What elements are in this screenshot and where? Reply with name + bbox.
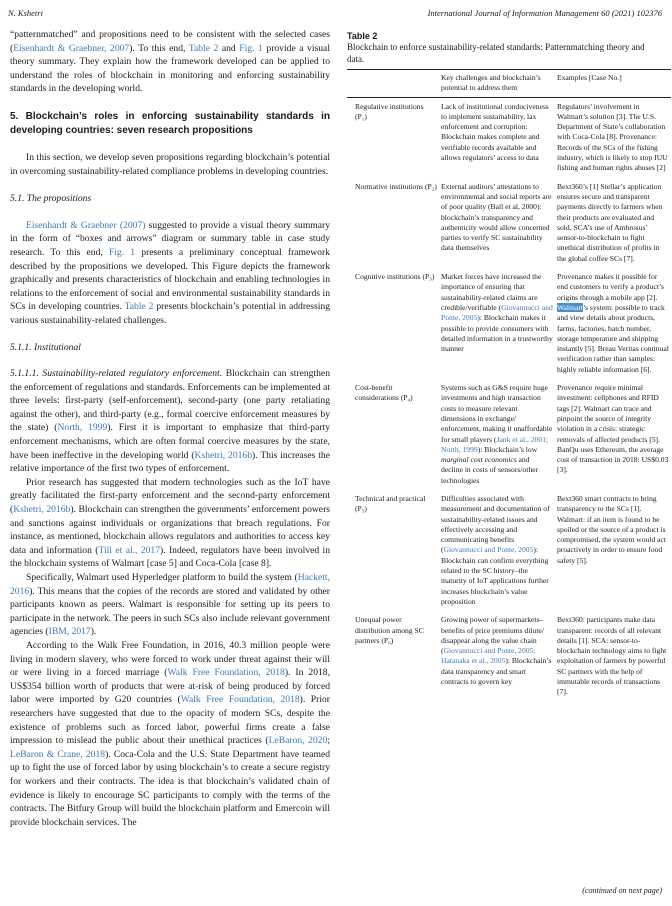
cell-text: ): Blockchain’s low	[477, 444, 538, 454]
text: ). In 2018, US$354 billion worth of products that were at-risk of being produced by forced labor were imported by G20 countries (	[10, 667, 331, 706]
cell-text: Systems such as G&S require huge investments and high transaction costs to measure relevant dimensions in exchange/ enforcement, making it unaffordable for small players (	[441, 383, 553, 444]
table-link[interactable]: Table 2	[124, 301, 154, 313]
pattern-matching-table	[347, 69, 671, 702]
text: presents blockchain’s potential in addressing various sustainability-related challenges.	[10, 301, 330, 326]
paragraph-prior-research	[10, 476, 330, 571]
table-row	[347, 490, 671, 611]
subsection-heading-institutional: 5.1.1. Institutional	[10, 341, 81, 353]
challenge-cell	[439, 611, 555, 701]
row-header-cell: Technical and practical (P₅)	[355, 493, 426, 514]
text: According to the Walk Free Foundation, in 2016, 40.3 million people were living in modern slavery, who were forced to work under threat against their will or were living in a forced marriage (	[10, 639, 330, 679]
text: Blockchain can strengthen the enforcement of regulations and standards. Enforcements can be implemented at three levels: first-party (self-enforcement), second-party (one party retaliating against the other), and third-party (e.g., formal coercive enforcement measures by the state) (	[10, 368, 330, 434]
column-header: Key challenges and blockchain’s potential to address them	[441, 73, 541, 93]
challenge-cell	[439, 490, 555, 611]
figure-link[interactable]: Fig. 1	[108, 246, 136, 258]
paragraph-walk-free	[10, 639, 330, 829]
table-row	[347, 97, 671, 178]
table-caption: Blockchain to enforce sustainability-related standards: Patternmatching theory and data.	[347, 42, 645, 64]
examples-cell	[555, 178, 671, 268]
row-header-cell: Cognitive institutions (P₃)	[355, 272, 435, 282]
cell-text: ): Blockchain’s data transparency and smart contracts to govern key	[441, 656, 552, 687]
text: ). First it is important to emphasize that third-party enforcement mechanisms, which are often formal coercive measures by the state, have been ineffective in the developing world (	[10, 422, 330, 461]
text: Prior research has suggested that modern technologies such as the IoT have greatly facilitated the first-party enforcement and the second-party enforcement (	[10, 476, 330, 516]
table-link[interactable]: Table 2	[188, 42, 219, 54]
citation-link[interactable]: Hackett, 2016	[10, 572, 330, 597]
table-row	[347, 379, 671, 490]
cell-text: Bext360 smart contracts to bring transparency to the SCs [1]. Walmart: if an item is found to be spoiled or the source of a product is compromised, the system would act proactively in order to ensure food safety [5].	[557, 493, 667, 565]
text: Specifically, Walmart used Hyperledger platform to build the system (	[26, 572, 298, 583]
column-header: Examples [Case No.]	[557, 73, 622, 82]
cell-text: Provenance require minimal investment: cellphones and RFID tags [2]. Walmart can trace and pinpoint the source of integrity violation in a crisis: strategic removals of affected products [5]. BanQu uses Ethereum, the average cost of transaction in 2018: US$0.03 [3].	[557, 383, 669, 475]
citation-link[interactable]: Walk Free Foundation, 2018	[180, 694, 300, 706]
citation-link[interactable]: North, 1999	[57, 422, 108, 434]
text: and	[218, 42, 240, 54]
table-body	[347, 97, 671, 702]
challenge-cell	[439, 97, 555, 178]
running-head-journal: International Journal of Information Management 60 (2021) 102376	[427, 8, 662, 18]
citation-link[interactable]: Giovannucci and Ponte, 2005; Hatanaka et al., 2005	[441, 646, 536, 666]
cell-text: Bext360: participants make data transparent: records of all relevant details [1]. SCA: sensor-to-blockchain technology aims to fight exploitation of farmers by powerful SC partners with the help of immutable records of transactions [7].	[557, 615, 667, 697]
paragraph-visual-theory	[10, 219, 330, 328]
table-row	[347, 178, 671, 268]
row-header-cell: Regulative institutions (P₁)	[355, 101, 424, 121]
citation-link[interactable]: Till et al., 2017	[98, 544, 160, 556]
text: ;	[327, 735, 330, 747]
text: ). This means that the copies of the records are stored and validated by other participants known as peers. Walmart is responsible for setting up its peers to participate in the network. The peers in such SCs also include relevant government agencies (	[10, 585, 330, 638]
left-column	[10, 28, 330, 829]
examples-cell	[555, 611, 671, 701]
text: ).	[90, 626, 97, 638]
figure-link[interactable]: Fig. 1	[239, 42, 263, 54]
cell-text: and decline in costs of sensors/other technologies	[441, 455, 539, 485]
citation-link[interactable]: LeBaron, 2020	[268, 735, 328, 747]
emphasis-text: marginal cost economics	[441, 455, 517, 465]
citation-link[interactable]: LeBaron & Crane, 2018	[10, 748, 106, 760]
row-header-cell: Normative institutions (P₂)	[355, 181, 437, 191]
table-row	[347, 268, 671, 379]
cell-text: Difficulties associated with measurement and documentation of sustainability-related issues and effectively accessing and communicating benefits (	[441, 493, 550, 555]
text: ). Coca-Cola and the U.S. State Department have teamed up to fight the use of forced labor by using blockchain’s to create a secure registry for workers and their contracts. The idea is that blockchain’s validated chain of evidence is likely to encourage SC participants to comply with the terms of the contracts. The Bitfury Group will build the blockchain platform and Emercoin will provide blockchain services. The	[10, 748, 331, 828]
cell-text: Lack of institutional conduciveness to implement sustainability, lax enforcement and corruption: Blockchain makes complete and verifiable records available and allows regulators’ access to data	[441, 101, 549, 163]
cell-text: Growing power of supermarkets–benefits of price premiums dilute/ disappear along the value chain (	[441, 615, 544, 656]
paragraph-intro: In this section, we develop seven propositions regarding blockchain’s potential in overcoming sustainability-related compliance problems in developing countries.	[10, 151, 330, 177]
examples-cell	[555, 268, 671, 379]
column-header	[347, 70, 439, 98]
subsection-heading-propositions: 5.1. The propositions	[10, 193, 92, 205]
challenge-cell	[439, 379, 555, 490]
text: ). Prior researchers have suggested that due to the opacity of modern SCs, despite the existence of problems such as forced labor, powerful firms create a false impression to mislead the public about their unethical practices (	[10, 694, 330, 747]
row-header-cell: Unequal power distribution among SC partners (P₆)	[355, 615, 424, 645]
section-heading: 5. Blockchain’s roles in enforcing sustainability standards in developing countries: seven research propositions	[10, 110, 330, 136]
text: presents a preliminary conceptual framework described by the propositions we developed. This Figure depicts the framework graphically and presents characteristics of blockchain and enabling technologies in relations to the enforcement of social and environmental sustainability standards in SCs in developing countries.	[10, 246, 330, 313]
cell-text: Bext360’s [1] Stellar’s application ensures secure and transparent payments directly to farmers when their products are evaluated and sold. SCA’s use of Ambrosus’ sensor-to-blockchain to fight unethical distribution of profits in the global coffee SCs [7].	[557, 181, 663, 263]
challenge-cell	[439, 178, 555, 268]
cell-text: ’s system: possible to track and view details about products, farms, factories, batch number, storage temperature and shipping instantly [5]. Breau Veritas continual verification rather than samples: highly reliable information [6].	[557, 302, 669, 374]
text: “patternmatched” and propositions need to be consistent with the selected cases (	[10, 29, 330, 54]
citation-link[interactable]: Kshetri, 2016b	[194, 449, 253, 461]
examples-cell	[555, 490, 671, 611]
cell-text: Provenance makes it possible for end customers to verify a product’s origins through a mobile app [2].	[557, 272, 664, 302]
cell-text: Regulators’ involvement in Walmart’s solution [3]. The U.S. Department of State’s collaboration with Coca-Cola [8]. Provenance: Records of the SCs of the fishing industry, which is likely to stop IUU fishing and human rights abuses [2]	[557, 101, 668, 173]
text: ). Indeed, regulators have been involved in the blockchain systems of Walmart [case 5] and Coca-Cola [case 8].	[10, 544, 331, 570]
citation-link[interactable]: Jank et al., 2001; North, 1999	[441, 434, 549, 454]
text: suggested to provide a visual theory summary in the form of “boxes and arrows” diagram or summary table in case study research. To this end,	[10, 219, 330, 258]
citation-link[interactable]: Eisenhardt & Graebner, 2007	[13, 42, 130, 54]
cell-text: ): Blockchain can confirm everything related to the SC history–the maturity of IoT applications further increases blockchain’s value proposition	[441, 545, 549, 606]
cell-text: Market forces have increased the importance of ensuring that sustainability-related claims are credible/verifiable (	[441, 272, 542, 312]
cell-text: ): Blockchain makes it possible to provide consumers with detailed information in a trustworthy manner	[441, 313, 553, 354]
paragraph-walmart-hyperledger	[10, 571, 330, 639]
table-header-row	[347, 70, 671, 98]
citation-link[interactable]: Eisenhardt & Graebner (2007)	[26, 219, 146, 231]
text: provide a visual theory summary. They explain how the framework developed can be applied to understand the roles of blockchain in monitoring and enforcing sustainability standards in the developing world.	[10, 42, 330, 95]
table-section	[347, 30, 669, 702]
highlighted-text: Walmart	[557, 302, 583, 312]
citation-link[interactable]: Kshetri, 2016b	[13, 504, 71, 516]
running-head-author: N. Kshetri	[8, 8, 43, 18]
challenge-cell	[439, 268, 555, 379]
paragraph-pattern-matching	[10, 28, 330, 96]
text: ). This increases the relative importance of the first two types of enforcement.	[10, 449, 330, 475]
cell-text: External auditors’ attestations to environmental and social reports are of poor quality (Ball et al, 2000): blockchain’s transparency and authenticity would allow concerned parties to verify SC sustainability data themselves	[441, 181, 552, 253]
citation-link[interactable]: Giovannucci and Ponte, 2005	[443, 545, 534, 555]
subsubsection-heading: 5.1.1.1. Sustainability-related regulatory enforcement.	[10, 368, 223, 380]
citation-link[interactable]: IBM, 2017	[48, 626, 91, 638]
text: ). To this end,	[129, 42, 189, 54]
table-label: Table 2	[347, 31, 378, 41]
paragraph-regulatory-enforcement	[10, 367, 330, 476]
examples-cell	[555, 97, 671, 178]
row-header-cell: Cost-benefit considerations (P₄)	[355, 383, 413, 403]
citation-link[interactable]: Giovannucci and Ponte, 2005	[441, 302, 553, 323]
examples-cell	[555, 379, 671, 490]
citation-link[interactable]: Walk Free Foundation, 2018	[167, 667, 285, 679]
text: ). Blockchain can strengthen the governments’ enforcement powers and sanctions against individuals or organizations that breach regulations. For instance, as mentioned, blockchain allows regulators and authorities to access key data and information (	[10, 504, 330, 556]
table-row	[347, 611, 671, 701]
continued-note: (continued on next page)	[582, 886, 662, 895]
